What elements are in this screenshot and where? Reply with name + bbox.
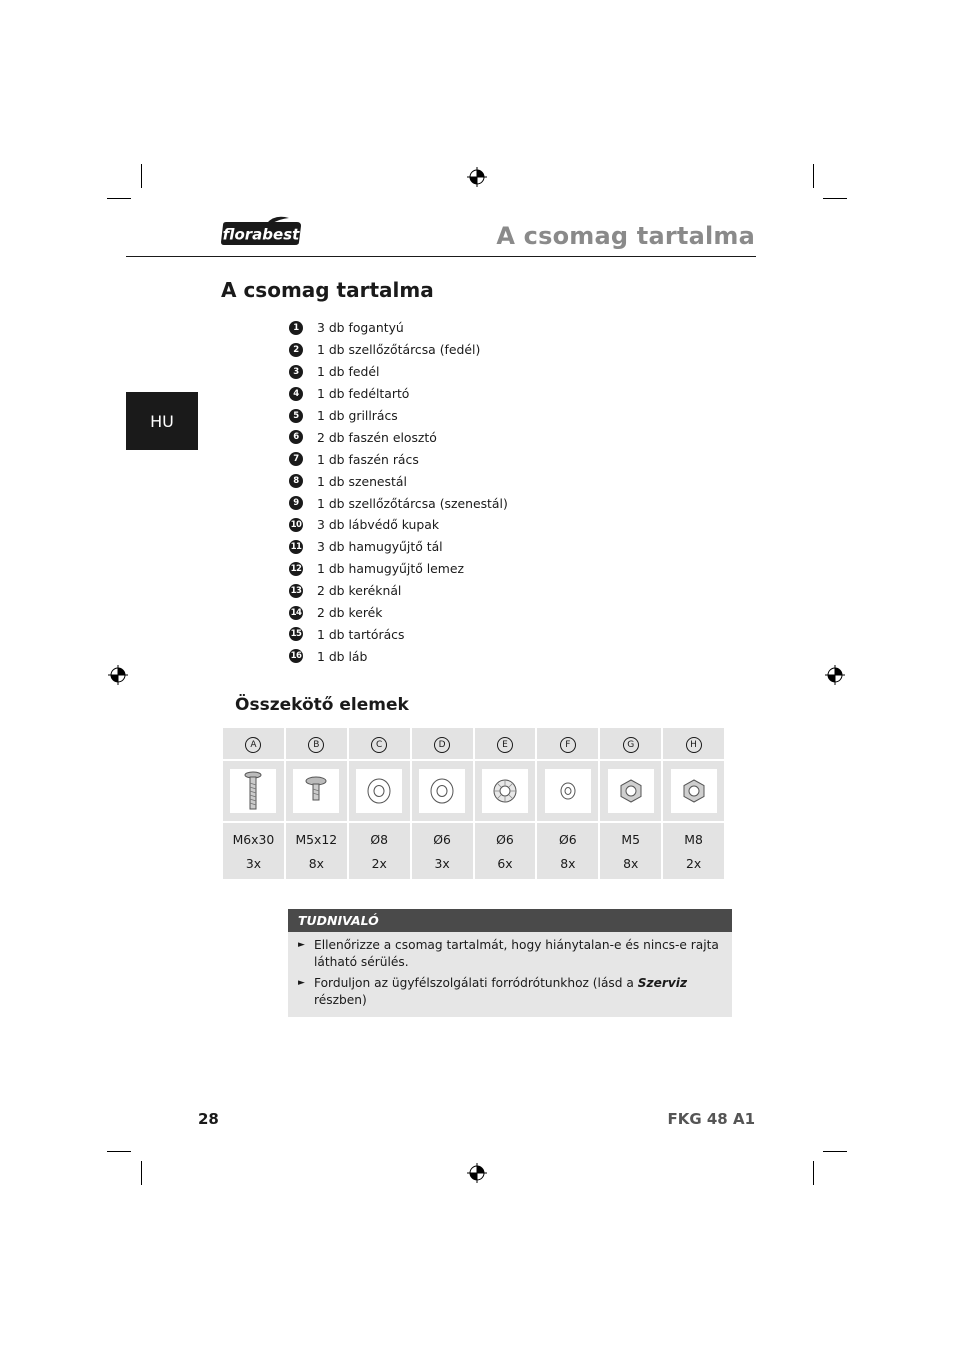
item-number-badge: 7 <box>289 452 303 466</box>
hardware-letter-cell <box>412 728 473 759</box>
hardware-picture-cell <box>412 759 473 823</box>
hardware-quantity: 6x <box>475 847 536 879</box>
hardware-title: Összekötő elemek <box>235 695 409 715</box>
hardware-picture-cell <box>663 759 724 823</box>
hardware-size: M6x30 <box>223 823 284 847</box>
item-number-badge: 3 <box>289 365 303 379</box>
note-item-bold: Szerviz <box>637 976 688 990</box>
hardware-table <box>221 728 726 879</box>
contents-item <box>289 602 508 624</box>
page-header-title: A csomag tartalma <box>496 222 755 250</box>
contents-item-text: 1 db szellőzőtárcsa (szenestál) <box>317 495 508 511</box>
crop-mark <box>813 1161 814 1185</box>
hardware-size: Ø6 <box>412 823 473 847</box>
hardware-size: M5 <box>600 823 661 847</box>
hardware-size: M8 <box>663 823 724 847</box>
contents-item-text: 2 db kerék <box>317 605 383 621</box>
crop-mark <box>823 198 847 199</box>
contents-item-text: 1 db fedél <box>317 364 380 380</box>
crop-mark <box>141 1161 142 1185</box>
contents-item-text: 1 db láb <box>317 648 368 664</box>
contents-item <box>289 645 508 667</box>
language-tab: HU <box>126 392 198 450</box>
contents-item-text: 3 db lábvédő kupak <box>317 517 440 533</box>
hardware-quantity: 3x <box>412 847 473 879</box>
item-number-badge: 12 <box>290 563 302 574</box>
logo-text: florabest <box>222 225 300 244</box>
long-bolt-icon <box>230 769 276 813</box>
item-number-badge: 9 <box>289 496 303 510</box>
hardware-picture-cell <box>349 759 410 823</box>
hardware-picture-cell <box>475 759 536 823</box>
contents-item <box>289 558 508 580</box>
registration-mark-icon <box>467 167 487 187</box>
contents-item-text: 2 db faszén elosztó <box>317 429 437 445</box>
contents-item <box>289 623 508 645</box>
crop-mark <box>813 164 814 188</box>
hardware-size: M5x12 <box>286 823 347 847</box>
hardware-letter: G <box>623 737 639 753</box>
hardware-letter: C <box>371 737 387 753</box>
item-number-badge: 6 <box>289 430 303 444</box>
hardware-letter: D <box>434 737 450 753</box>
small-washer-icon <box>545 769 591 813</box>
note-item-text: Ellenőrizze a csomag tartalmát, hogy hiánytalan-e és nincs-e rajta látható sérülés. <box>314 938 719 969</box>
contents-item-text: 1 db faszén rács <box>317 451 419 467</box>
contents-item <box>289 514 508 536</box>
hardware-quantity-row <box>223 847 724 879</box>
contents-item <box>289 405 508 427</box>
item-number-badge: 14 <box>290 607 302 618</box>
section-title: A csomag tartalma <box>221 278 434 302</box>
hardware-size: Ø6 <box>537 823 598 847</box>
contents-item-text: 1 db szenestál <box>317 473 407 489</box>
page-number: 28 <box>198 1110 219 1128</box>
hardware-letter: A <box>245 737 261 753</box>
hardware-letter-cell <box>286 728 347 759</box>
short-bolt-icon <box>293 769 339 813</box>
note-item-text-after: részben) <box>314 993 367 1007</box>
crop-mark <box>107 1151 131 1152</box>
contents-item <box>289 492 508 514</box>
model-number: FKG 48 A1 <box>667 1110 755 1128</box>
contents-list <box>289 317 508 667</box>
hardware-quantity: 2x <box>663 847 724 879</box>
hardware-picture-cell <box>600 759 661 823</box>
hardware-picture-cell <box>223 759 284 823</box>
registration-mark-icon <box>467 1163 487 1183</box>
contents-item-text: 1 db fedéltartó <box>317 386 410 402</box>
washer-icon <box>419 769 465 813</box>
item-number-badge: 8 <box>289 474 303 488</box>
item-number-badge: 10 <box>290 519 302 530</box>
hardware-letter: F <box>560 737 576 753</box>
note-item <box>298 975 722 1009</box>
contents-item <box>289 361 508 383</box>
hardware-letter-cell <box>600 728 661 759</box>
item-number-badge: 13 <box>290 585 302 596</box>
hardware-letter-row <box>223 728 724 759</box>
contents-item-text: 3 db hamugyűjtő tál <box>317 539 443 555</box>
contents-item-text: 1 db tartórács <box>317 626 405 642</box>
hardware-quantity: 8x <box>537 847 598 879</box>
hex-nut-icon <box>608 769 654 813</box>
contents-item-text: 1 db hamugyűjtő lemez <box>317 561 464 577</box>
contents-item-text: 1 db grillrács <box>317 408 398 423</box>
hardware-size-row <box>223 823 724 847</box>
hardware-letter-cell <box>349 728 410 759</box>
hardware-quantity: 2x <box>349 847 410 879</box>
note-heading: TUDNIVALÓ <box>288 909 732 932</box>
contents-item-text: 3 db fogantyú <box>317 320 404 336</box>
item-number-badge: 16 <box>290 651 302 662</box>
contents-item <box>289 580 508 602</box>
hardware-picture-cell <box>537 759 598 823</box>
registration-mark-icon <box>825 665 845 685</box>
item-number-badge: 5 <box>289 409 303 423</box>
item-number-badge: 11 <box>290 541 302 552</box>
hardware-quantity: 8x <box>286 847 347 879</box>
contents-item <box>289 426 508 448</box>
hardware-letter: H <box>686 737 702 753</box>
hardware-letter-cell <box>223 728 284 759</box>
contents-item-text: 2 db keréknál <box>317 583 402 599</box>
header-rule <box>126 256 756 257</box>
contents-item <box>289 448 508 470</box>
item-number-badge: 4 <box>289 387 303 401</box>
hardware-quantity: 8x <box>600 847 661 879</box>
hardware-size: Ø8 <box>349 823 410 847</box>
contents-item <box>289 383 508 405</box>
note-box <box>288 909 732 1017</box>
note-item <box>298 937 722 971</box>
hardware-letter-cell <box>663 728 724 759</box>
contents-item-text: 1 db szellőzőtárcsa (fedél) <box>317 342 481 358</box>
contents-item <box>289 470 508 492</box>
hardware-letter: B <box>308 737 324 753</box>
hex-nut-icon <box>671 769 717 813</box>
note-list <box>288 932 732 1017</box>
contents-item <box>289 317 508 339</box>
hardware-size: Ø6 <box>475 823 536 847</box>
crop-mark <box>107 198 131 199</box>
washer-icon <box>356 769 402 813</box>
item-number-badge: 1 <box>289 321 303 335</box>
hardware-quantity: 3x <box>223 847 284 879</box>
hardware-letter-cell <box>537 728 598 759</box>
lock-washer-icon <box>482 769 528 813</box>
item-number-badge: 15 <box>290 629 302 640</box>
hardware-letter-cell <box>475 728 536 759</box>
florabest-logo <box>219 216 304 248</box>
registration-mark-icon <box>108 665 128 685</box>
hardware-picture-row <box>223 759 724 823</box>
note-item-text-before: Forduljon az ügyfélszolgálati forródrótunkhoz (lásd a <box>314 976 638 990</box>
contents-item <box>289 536 508 558</box>
hardware-picture-cell <box>286 759 347 823</box>
contents-item <box>289 339 508 361</box>
crop-mark <box>823 1151 847 1152</box>
item-number-badge: 2 <box>289 343 303 357</box>
hardware-letter: E <box>497 737 513 753</box>
crop-mark <box>141 164 142 188</box>
